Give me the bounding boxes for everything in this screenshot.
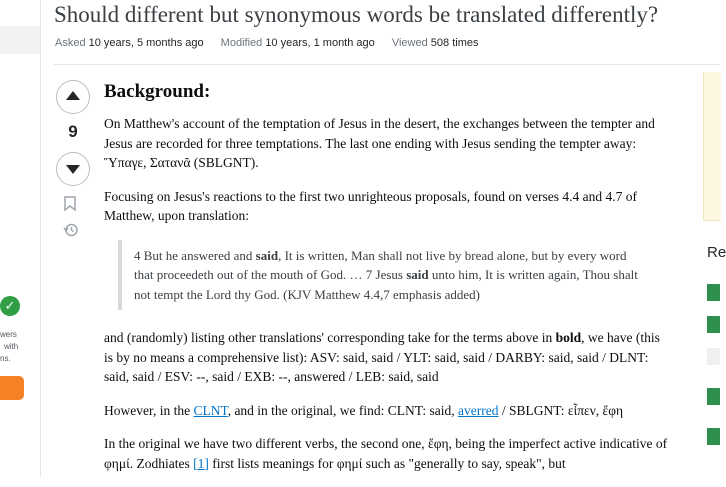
header-divider bbox=[54, 64, 720, 65]
sidebar-orange-button[interactable] bbox=[0, 376, 24, 400]
quote-text: unto him, It is written again, Thou shalt not tempt the Lord thy God. (KJV Matthew 4.4,7 emphasis added) bbox=[134, 267, 638, 302]
quote-text: 4 But he answered and bbox=[134, 247, 256, 263]
quote-bold: said bbox=[255, 247, 279, 263]
asked-value[interactable]: 10 years, 5 months ago bbox=[88, 37, 204, 49]
reference-link[interactable]: [1] bbox=[193, 455, 209, 471]
paragraph-text: / SBLGNT: εἶπεν, ἔφη bbox=[498, 402, 624, 418]
related-score-badge[interactable] bbox=[707, 284, 720, 301]
paragraph-text: , we have (this is by no means a comprehensive list): ASV: said, said / YLT: said, said / DARBY: said, said / DLNT: said, said / ESV: --, said / EXB: --, answered / LEB: said, said bbox=[104, 330, 660, 384]
sidebar-text-fragment: with bbox=[4, 342, 19, 351]
post-paragraph: On Matthew's account of the temptation of Jesus in the desert, the exchanges between the tempter and Jesus are recorded for three temptations. The last one ending with Jesus sending the tempter away: Ὕπαγε, Σατανᾶ (SBLGNT). bbox=[104, 116, 655, 170]
post-paragraph bbox=[104, 434, 670, 473]
paragraph-text: In the original we have two different verbs, the second one, ἔφη, being the imperfect active indicative of φημί. Zodhiates bbox=[104, 436, 668, 471]
post-paragraph bbox=[104, 401, 670, 421]
post-paragraph: Focusing on Jesus's reactions to the first two unrighteous proposals, found on verses 4.4 and 4.7 of Matthew, upon translation: bbox=[104, 188, 637, 223]
sidebar-selected-item[interactable] bbox=[0, 26, 40, 54]
bookmark-icon[interactable] bbox=[64, 196, 76, 214]
paragraph-text: and (randomly) listing other translations' corresponding take for the terms above in bbox=[104, 330, 556, 345]
up-arrow-icon bbox=[66, 91, 80, 100]
right-sidebar-heading: Re bbox=[707, 244, 726, 261]
paragraph-text: , and in the original, we find: CLNT: said, bbox=[227, 402, 458, 418]
viewed-value: 508 times bbox=[430, 37, 479, 49]
modified-label: Modified bbox=[220, 37, 263, 49]
right-sidebar-notice bbox=[703, 72, 721, 221]
sidebar-text-fragment: wers bbox=[0, 330, 17, 339]
downvote-button[interactable] bbox=[56, 152, 90, 186]
averred-link[interactable]: averred bbox=[457, 402, 499, 418]
paragraph-text: first lists meanings for φημί such as "generally to say, speak", but bbox=[208, 455, 566, 471]
blockquote bbox=[118, 240, 644, 311]
clnt-link[interactable]: CLNT bbox=[193, 402, 228, 418]
quote-text: , It is written, Man shall not live by bread alone, but by every word that proceedeth out of the mouth of God. … 7 Jesus bbox=[134, 247, 627, 282]
paragraph-bold: bold bbox=[555, 330, 582, 345]
modified-value[interactable]: 10 years, 1 month ago bbox=[265, 37, 375, 49]
post-paragraph bbox=[104, 328, 670, 387]
related-score-badge[interactable] bbox=[707, 316, 720, 333]
left-sidebar bbox=[0, 0, 41, 477]
question-meta bbox=[55, 37, 493, 49]
vote-score: 9 bbox=[68, 122, 78, 141]
down-arrow-icon bbox=[66, 165, 80, 174]
post-body bbox=[104, 80, 724, 487]
asked-label: Asked bbox=[55, 37, 86, 49]
viewed-label: Viewed bbox=[391, 37, 428, 49]
related-score-badge[interactable] bbox=[707, 428, 720, 445]
related-score-badge[interactable] bbox=[707, 348, 720, 365]
question-title[interactable]: Should different but synonymous words be translated differently? bbox=[54, 2, 659, 27]
accepted-check-icon: ✓ bbox=[0, 296, 20, 316]
history-icon[interactable] bbox=[63, 222, 79, 241]
quote-bold: said bbox=[406, 267, 429, 282]
related-score-badge[interactable] bbox=[707, 388, 720, 405]
paragraph-text: However, in the bbox=[104, 402, 194, 418]
upvote-button[interactable] bbox=[56, 80, 90, 114]
sidebar-text-fragment: ns. bbox=[0, 354, 11, 363]
post-heading: Background: bbox=[104, 81, 211, 102]
